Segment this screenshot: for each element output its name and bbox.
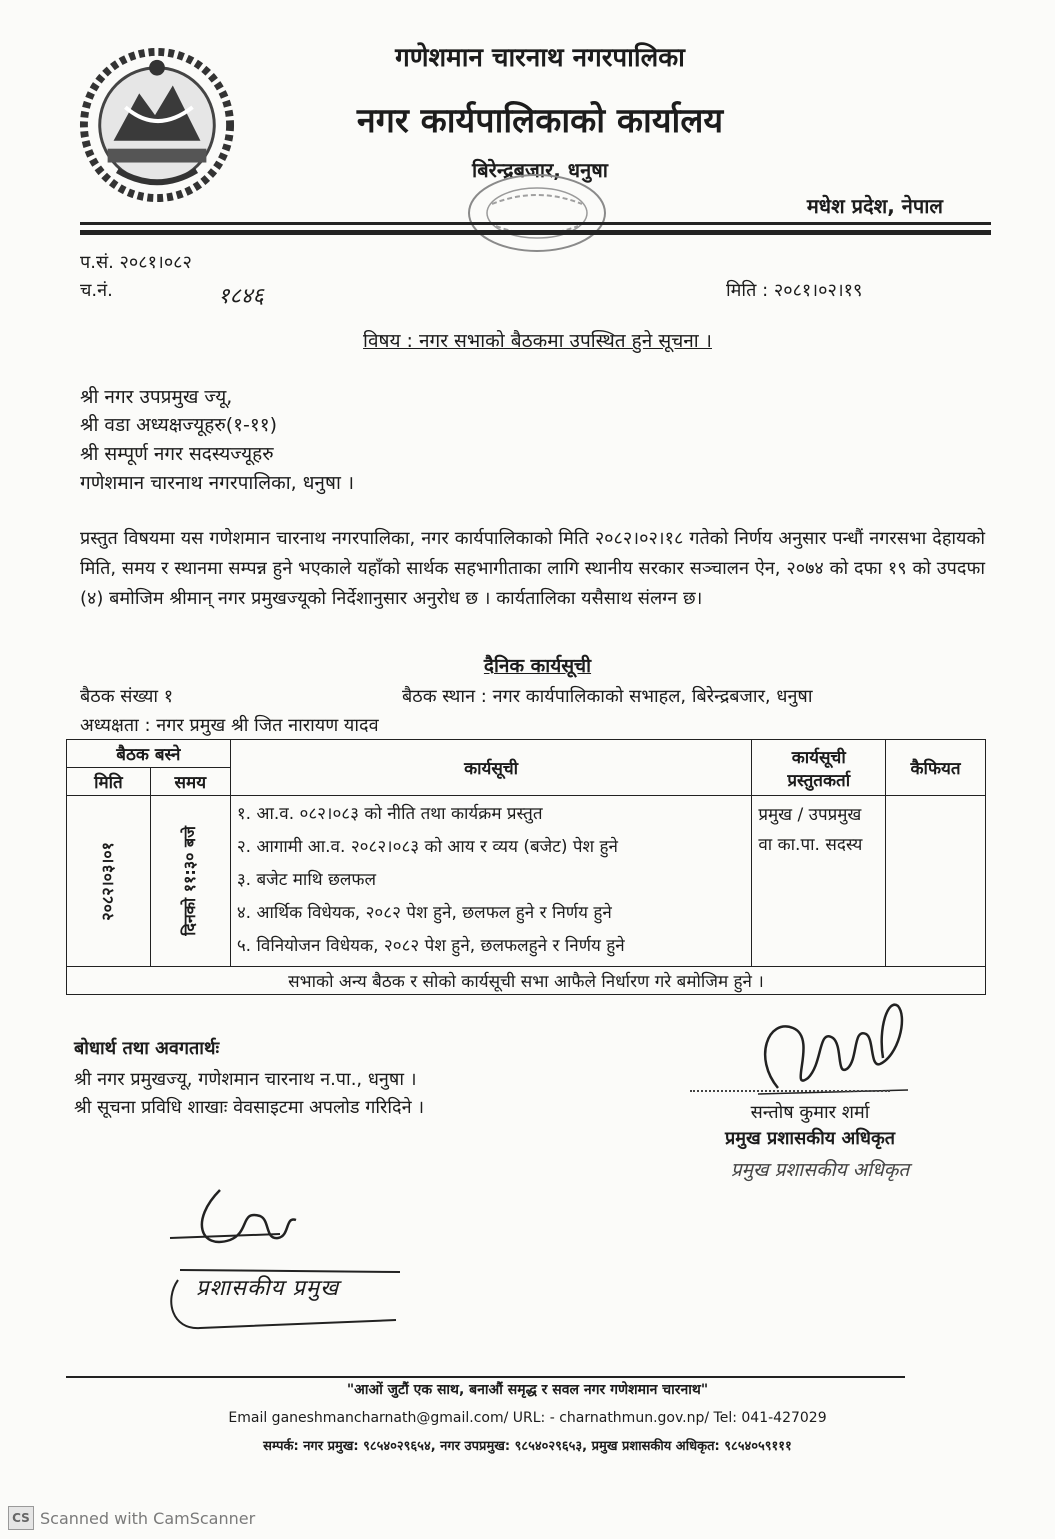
header-presenter: कार्यसूची प्रस्तुतकर्ता — [752, 740, 886, 796]
letter-date: मिति : २०८१।०२।१९ — [726, 280, 863, 301]
province: मधेश प्रदेश, नेपाल — [806, 194, 943, 218]
recipient-line: श्री वडा अध्यक्षज्यूहरु(१-११) — [80, 414, 278, 436]
agenda-cell — [230, 796, 752, 967]
dispatch-number: १८४६ — [218, 284, 264, 309]
meeting-number: बैठक संख्या १ — [80, 686, 174, 707]
list-item: १. आ.व. ०८२।०८३ को नीति तथा कार्यक्रम प्रस्तुत — [236, 804, 543, 824]
letter-body: प्रस्तुत विषयमा यस गणेशमान चारनाथ नगरपालिका, नगर कार्यपालिकाको मिति २०८२।०२।१८ गतेको निर्णय अनुसार पन्धौं नगरसभा देहायको मिति, समय र स्थानमा सम्पन्न हुने भएकाले यहाँको सार्थक सहभागीताका लागि स्थानीय सरकार सञ्चालन ऐन, २०७४ को दफा १९ को उपदफा (४) बमोजिम श्रीमान् नगर प्रमुखज्यूको निर्देशानुसार अनुरोध छ । कार्यतालिका यसैसाथ संलग्न छ। — [80, 528, 985, 609]
second-signature-icon — [160, 1180, 420, 1340]
cc-title: बोधार्थ तथा अवगतार्थः — [74, 1038, 220, 1059]
header-time: समय — [150, 768, 230, 796]
list-item: २. आगामी आ.व. २०८२।०८३ को आय र व्यय (बजेट) पेश हुने — [236, 837, 618, 857]
meeting-venue: बैठक स्थान : नगर कार्यपालिकाको सभाहल, बिरेन्द्रबजार, धनुषा — [402, 686, 813, 707]
signatory-name: सन्तोष कुमार शर्मा — [750, 1102, 870, 1123]
recipient-line: गणेशमान चारनाथ नगरपालिका, धनुषा । — [80, 472, 355, 494]
meeting-date-cell — [67, 796, 151, 967]
schedule-title: दैनिक कार्यसूची — [483, 655, 592, 677]
scanner-watermark — [8, 1506, 255, 1530]
recipient-line: श्री सम्पूर्ण नगर सदस्यज्यूहरु — [80, 443, 274, 465]
office-seal-icon — [462, 170, 612, 256]
signatory-stamp: प्रमुख प्रशासकीय अधिकृत — [730, 1159, 910, 1181]
meeting-date: २०८२।०३।०१ — [98, 841, 118, 921]
meeting-time-cell — [150, 796, 230, 967]
cc-line: श्री नगर प्रमुखज्यू, गणेशमान चारनाथ न.पा., धनुषा । — [74, 1069, 417, 1090]
header-meeting: बैठक बस्ने — [67, 740, 231, 768]
org-name: गणेशमान चारनाथ नगरपालिका — [395, 43, 685, 73]
cs-logo-icon: CS — [8, 1506, 34, 1530]
office-location: बिरेन्द्रबजार, धनुषा — [472, 158, 608, 182]
remarks-cell — [886, 796, 986, 967]
reference-number: प.सं. २०८१।०८२ — [80, 252, 192, 273]
signature-icon — [748, 998, 918, 1102]
second-stamp: प्रशासकीय प्रमुख — [196, 1276, 340, 1301]
footer-motto: "आओं जुटौं एक साथ, बनाऔं समृद्ध र सवल नगर गणेशमान चारनाथ" — [346, 1382, 709, 1398]
header-remarks: कैफियत — [886, 740, 986, 796]
header-rule — [80, 222, 991, 225]
table-footer-note: सभाको अन्य बैठक र सोको कार्यसूची सभा आफैले निर्धारण गरे बमोजिम हुने । — [67, 967, 986, 995]
cc-line: श्री सूचना प्रविधि शाखाः वेवसाइटमा अपलोड गरिदिने । — [74, 1097, 425, 1118]
office-title: नगर कार्यपालिकाको कार्यालय — [356, 101, 724, 141]
table-row — [67, 796, 986, 967]
signatory-title: प्रमुख प्रशासकीय अधिकृत — [724, 1128, 896, 1149]
list-item: ३. बजेट माथि छलफल — [236, 870, 377, 890]
footer-contact: Email ganeshmancharnath@gmail.com/ URL: - charnathmun.gov.np/ Tel: 041-427029 — [228, 1410, 827, 1426]
meeting-time: दिनको ११:३० बजे — [180, 826, 200, 936]
header-rule-thick — [80, 230, 991, 235]
footer-phones: सम्पर्क: नगर प्रमुख: ९८५४०२९६५४, नगर उपप्रमुख: ९८५४०२९६५३, प्रमुख प्रशासकीय अधिकृत: ९८५४०५९१११ — [263, 1439, 792, 1454]
header-date: मिति — [67, 768, 151, 796]
list-item: ४. आर्थिक विधेयक, २०८२ पेश हुने, छलफल हुने र निर्णय हुने — [236, 903, 612, 923]
agenda-table — [66, 739, 986, 995]
signature-line — [690, 1090, 890, 1092]
footer-rule — [66, 1376, 905, 1378]
table-row — [67, 967, 986, 995]
subject-line: विषय : नगर सभाको बैठकमा उपस्थित हुने सूचना । — [363, 330, 712, 352]
header-agenda: कार्यसूची — [230, 740, 752, 796]
recipient-line: श्री नगर उपप्रमुख ज्यू, — [80, 386, 233, 408]
scanner-label: Scanned with CamScanner — [40, 1508, 256, 1528]
presenter-cell: प्रमुख / उपप्रमुख वा का.पा. सदस्य — [752, 796, 886, 967]
meeting-chair: अध्यक्षता : नगर प्रमुख श्री जित नारायण यादव — [80, 715, 379, 736]
list-item: ५. विनियोजन विधेयक, २०८२ पेश हुने, छलफलहुने र निर्णय हुने — [236, 936, 625, 956]
dispatch-label: च.नं. — [80, 280, 113, 301]
